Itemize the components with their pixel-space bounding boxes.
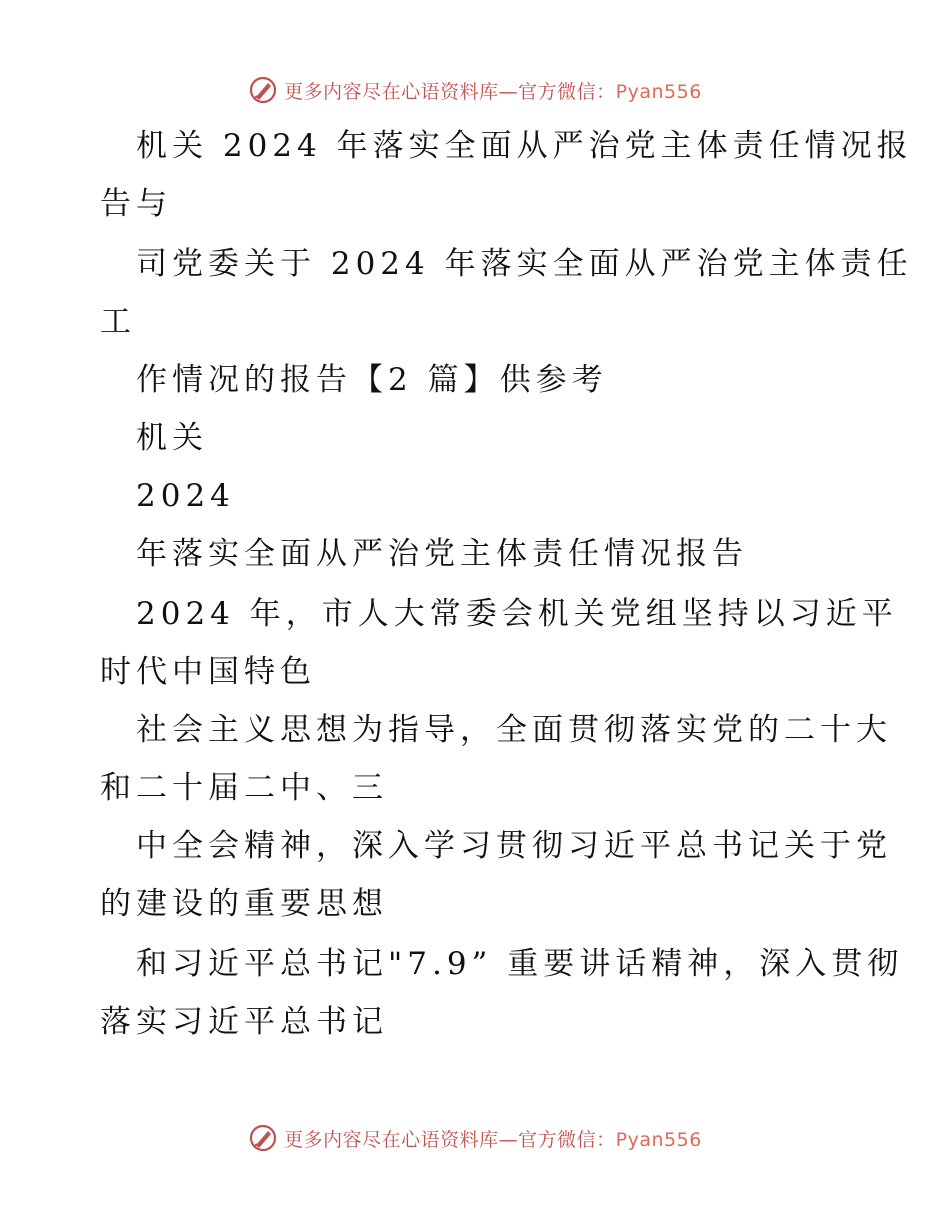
title-line-2: 告与 (100, 186, 172, 222)
text-line: 中全会精神，深入学习贯彻习近平总书记关于党 (136, 828, 892, 864)
text-line: 社会主义思想为指导，全面贯彻落实党的二十大 (136, 712, 892, 748)
text-line: 2024 年，市人大常委会机关党组坚持以习近平 (136, 596, 898, 632)
text-line: 2024 (136, 478, 235, 514)
title-line-5: 作情况的报告【2 篇】供参考 (136, 362, 608, 398)
text-line: 和二十届二中、三 (100, 770, 388, 806)
footer-watermark-banner (0, 1118, 950, 1158)
text-line: 机关 (136, 420, 208, 456)
text-line: 的建设的重要思想 (100, 886, 388, 922)
text-line: 时代中国特色 (100, 654, 316, 690)
title-line-4: 工 (100, 304, 136, 340)
text-line: 落实习近平总书记 (100, 1004, 388, 1040)
watermark-text: 更多内容尽在心语资料库—官方微信：Pyan556 (284, 1128, 702, 1151)
text-line: 年落实全面从严治党主体责任情况报告 (136, 536, 748, 572)
title-line-3: 司党委关于 2024 年落实全面从严治党主体责任 (136, 246, 913, 282)
title-line-1: 机关 2024 年落实全面从严治党主体责任情况报 (136, 128, 913, 164)
pen-seal-icon (248, 1123, 278, 1153)
text-line: 和习近平总书记"7.9” 重要讲话精神，深入贯彻 (136, 946, 904, 982)
watermark-text: 更多内容尽在心语资料库—官方微信：Pyan556 (284, 80, 702, 103)
